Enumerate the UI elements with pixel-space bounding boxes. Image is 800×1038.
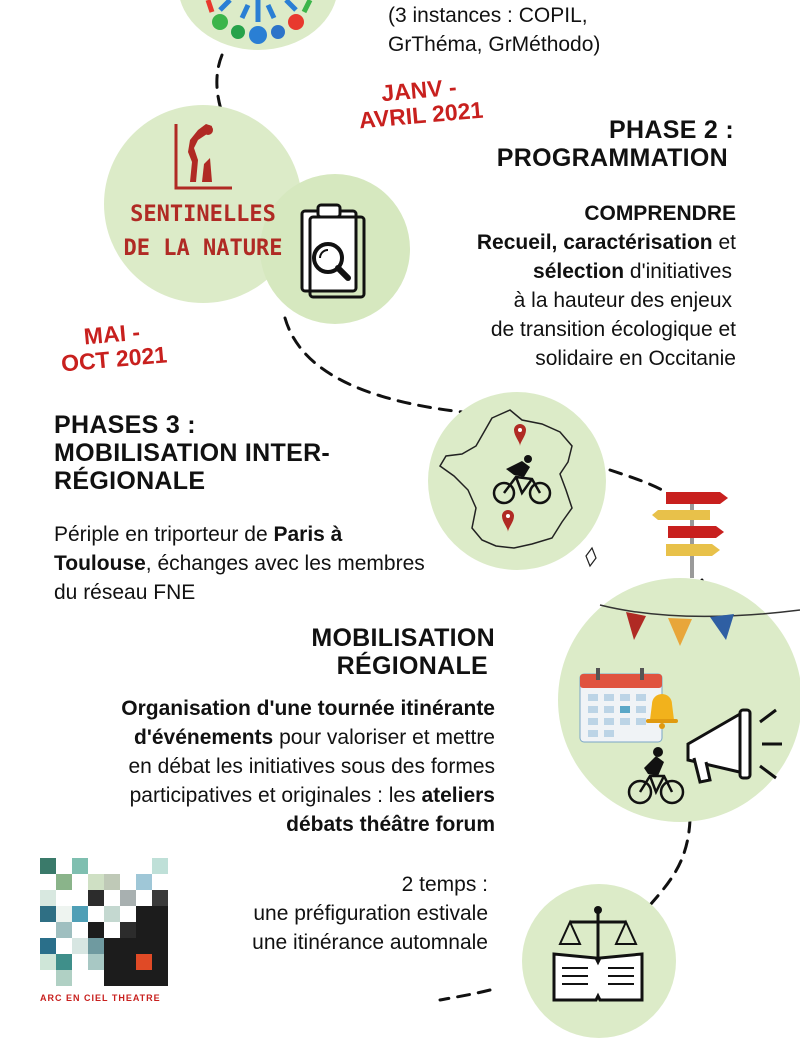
cyclist-icon	[492, 455, 552, 505]
phase2-title-line1: PHASE 2 :	[609, 116, 734, 144]
regional-title-line2: RÉGIONALE	[336, 652, 488, 680]
regional-line5: débats théâtre forum	[286, 813, 495, 836]
phase2-subtitle: COMPRENDRE	[584, 202, 736, 225]
temps-line3: une itinérance automnale	[252, 931, 488, 954]
clipboard-search-icon	[298, 203, 368, 298]
regional-line2	[134, 723, 495, 752]
bottom-logo-text: ARC EN CIEL THEATRE	[40, 993, 161, 1003]
phase3-p1-a: Périple en triporteur de	[54, 523, 274, 546]
regional-line4-a: participatives et originales : les	[129, 784, 422, 807]
regional-line1: Organisation d'une tournée itinérante	[121, 697, 495, 720]
phase2-title-line2: PROGRAMMATION	[496, 144, 728, 172]
phase3-p1-b: Paris à	[273, 523, 343, 546]
regional-line2-bold: d'événements	[134, 726, 274, 749]
cyclist-icon-regional	[626, 746, 686, 806]
phase2-date-line1: JANV -	[380, 73, 458, 107]
megaphone-icon	[680, 700, 790, 790]
phase2-line4: de transition écologique et	[490, 318, 736, 341]
phase2-date-line2: AVRIL 2021	[357, 96, 485, 134]
signpost-icon	[650, 488, 730, 578]
phase2-line2-rest: d'initiatives	[624, 260, 732, 283]
phase1-instances-line2: GrThéma, GrMéthodo)	[388, 33, 601, 56]
phase2-line2	[533, 257, 732, 286]
phase3-p3: du réseau FNE	[54, 581, 196, 604]
phase1-instances-line1: (3 instances : COPIL,	[388, 4, 588, 27]
phase3-p2	[54, 549, 425, 578]
regional-line4	[130, 781, 495, 810]
binoculars-person-icon	[168, 122, 238, 192]
temps-line2: une préfiguration estivale	[253, 902, 488, 925]
temps-line1: 2 temps :	[401, 873, 488, 896]
bunting-icon	[600, 600, 800, 660]
sentinelles-logo-text	[118, 198, 288, 266]
regional-title-line1: MOBILISATION	[311, 624, 495, 652]
regional-line3: en débat les initiatives sous des formes	[128, 755, 495, 778]
phase2-line2-bold: sélection	[533, 260, 625, 283]
phase2-line1-rest: et	[712, 231, 736, 254]
sentinelles-line1: SENTINELLES	[130, 202, 276, 227]
phase3-date-line2: OCT 2021	[60, 341, 169, 377]
phase3-title-line2: MOBILISATION INTER-	[54, 439, 331, 467]
regional-line4-b: ateliers	[421, 784, 495, 807]
phase3-p2-b: , échanges avec les membres	[145, 552, 425, 575]
phase3-title-line1: PHASES 3 :	[54, 411, 196, 439]
bell-icon	[644, 690, 680, 730]
people-icon	[200, 0, 320, 45]
sentinelles-line2: DE LA NATURE	[123, 236, 283, 261]
justice-book-icon	[548, 902, 648, 1002]
phase3-p2-a: Toulouse	[54, 552, 146, 575]
phase3-date-line1: MAI -	[82, 318, 142, 350]
phase2-line3: à la hauteur des enjeux	[513, 289, 732, 312]
phase3-p1	[54, 520, 342, 549]
pixel-logo-icon	[40, 858, 180, 998]
phase2-line5: solidaire en Occitanie	[535, 347, 736, 370]
phase2-line1-bold: Recueil, caractérisation	[476, 231, 713, 254]
phase2-line1	[477, 228, 736, 257]
regional-line2-rest: pour valoriser et mettre	[273, 726, 495, 749]
phase3-title-line3: RÉGIONALE	[54, 467, 206, 495]
